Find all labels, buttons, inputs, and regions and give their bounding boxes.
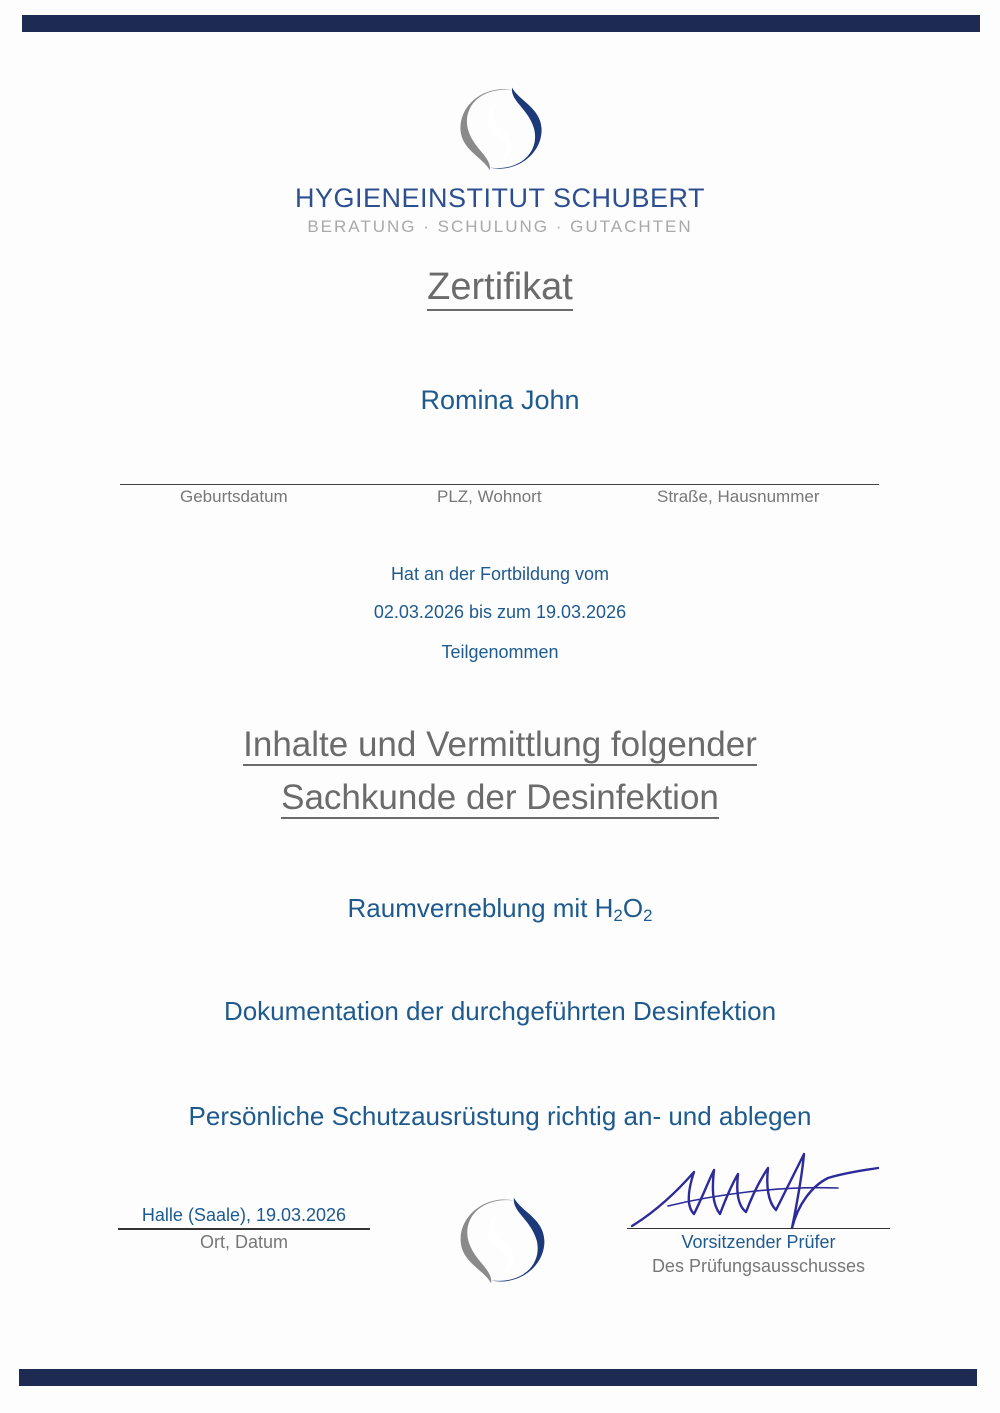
signer-title: Vorsitzender Prüfer — [681, 1232, 836, 1252]
course-line-3: Teilgenommen — [441, 642, 559, 662]
handwritten-signature — [628, 1148, 883, 1233]
topic-1-subscript-2: 2 — [643, 906, 653, 926]
brand-tagline: BERATUNG · SCHULUNG · GUTACHTEN — [307, 217, 693, 236]
place-date-value: Halle (Saale), 19.03.2026 — [118, 1205, 370, 1230]
personal-details-rule — [120, 484, 879, 485]
topic-1-prefix: Raumverneblung mit H — [347, 893, 614, 923]
street-label: Straße, Hausnummer — [657, 487, 820, 506]
recipient-name: Romina John — [420, 385, 580, 415]
course-line-1: Hat an der Fortbildung vom — [390, 564, 610, 584]
topic-1-mid: O — [622, 893, 644, 923]
place-date-label: Ort, Datum — [199, 1232, 288, 1252]
topic-1-subscript-1: 2 — [613, 906, 623, 926]
contents-heading-line-2 — [0, 771, 1000, 824]
swirl-s-logo-icon — [455, 83, 547, 175]
course-dates: 02.03.2026 bis zum 19.03.2026 — [373, 602, 627, 622]
bottom-border-bar — [19, 1369, 977, 1386]
birth-date-label: Geburtsdatum — [180, 487, 288, 506]
signature-rule — [627, 1228, 890, 1229]
certificate-title — [0, 266, 1000, 309]
contents-heading-line-2-text: Sachkunde der Desinfektion — [281, 778, 719, 817]
topic-documentation: Dokumentation der durchgeführten Desinfektion — [223, 996, 777, 1026]
postcode-city-label: PLZ, Wohnort — [437, 487, 542, 506]
swirl-s-logo-icon — [455, 1193, 550, 1288]
contents-heading-line-1 — [0, 718, 1000, 771]
contents-heading-line-1-text: Inhalte und Vermittlung folgender — [243, 725, 757, 764]
brand-name: HYGIENEINSTITUT SCHUBERT — [294, 183, 706, 213]
top-border-bar — [22, 15, 980, 32]
signer-committee: Des Prüfungsausschusses — [651, 1256, 866, 1276]
topic-protective-equipment: Persönliche Schutzausrüstung richtig an- und ablegen — [188, 1101, 812, 1131]
topic-room-fogging — [0, 893, 1000, 926]
certificate-title-text: Zertifikat — [427, 266, 573, 311]
